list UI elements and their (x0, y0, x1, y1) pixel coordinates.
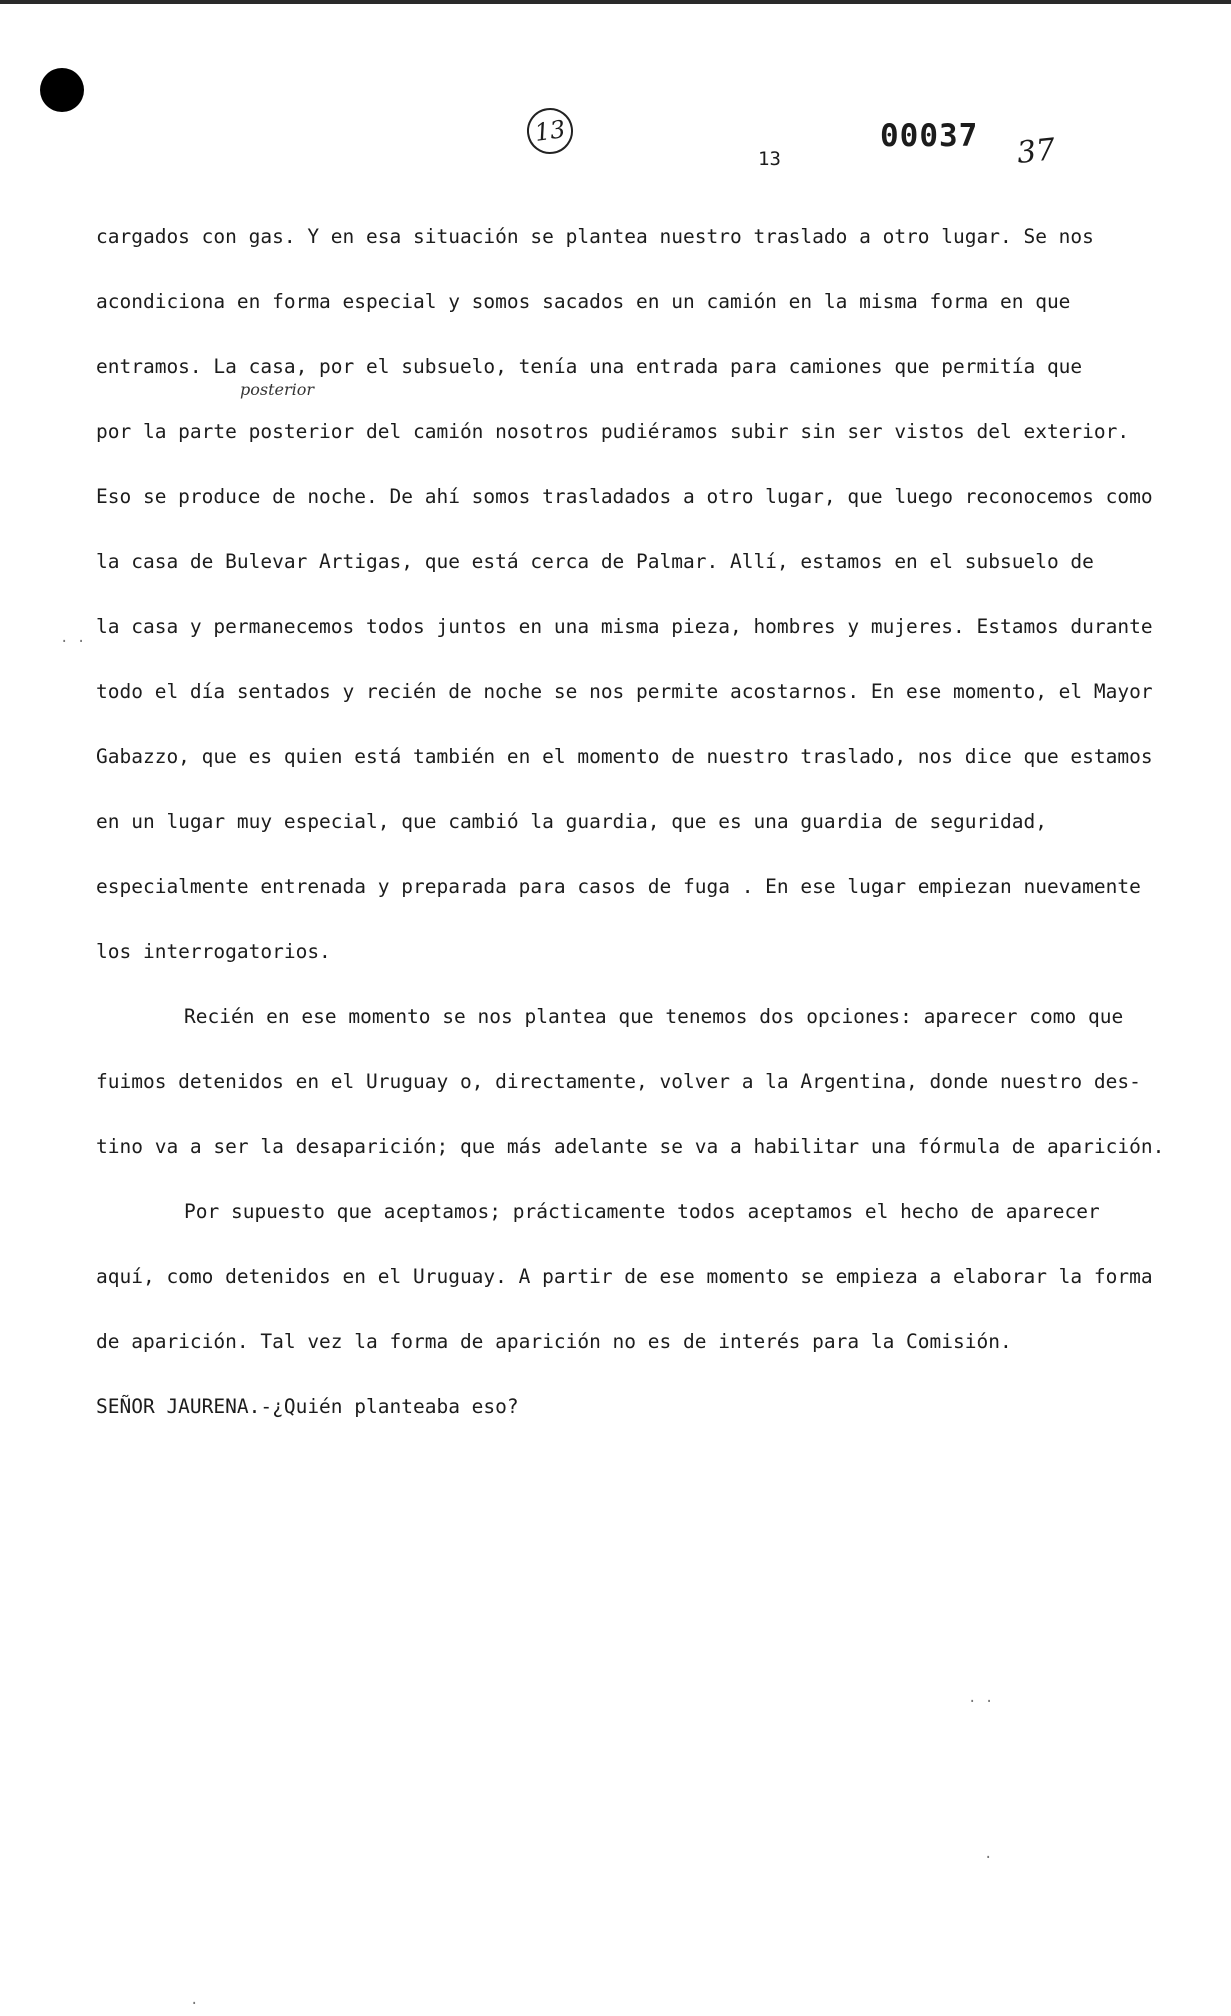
body-line: especialmente entrenada y preparada para casos de fuga . En ese lugar empiezan nuevamente (96, 875, 1141, 898)
body-line: la casa y permanecemos todos juntos en una misma pieza, hombres y mujeres. Estamos durante (96, 615, 1153, 638)
handwritten-correction: posterior (240, 380, 315, 399)
paragraph-line: aquí, como detenidos en el Uruguay. A partir de ese momento se empieza a elaborar la forma (96, 1265, 1153, 1288)
document-stamp-number: 00037 (880, 118, 979, 154)
document-body (96, 204, 1165, 1439)
body-line: cargados con gas. Y en esa situación se plantea nuestro traslado a otro lugar. Se nos (96, 225, 1094, 248)
margin-speck: . . (968, 1690, 994, 1706)
paragraph-line: Recién en ese momento se nos plantea que tenemos dos opciones: aparecer como que (184, 1005, 1124, 1028)
body-line: los interrogatorios. (96, 940, 331, 963)
circled-page-number: 13 (524, 105, 576, 157)
body-line: por la parte posterior del camión nosotros pudiéramos subir sin ser vistos del exterior. (96, 420, 1130, 443)
paragraph-line: tino va a ser la desaparición; que más adelante se va a habilitar una fórmula de aparición. (96, 1135, 1165, 1158)
margin-speck: . . (60, 630, 86, 646)
paragraph-line: de aparición. Tal vez la forma de aparición no es de interés para la Comisión. (96, 1330, 1012, 1353)
body-line: acondiciona en forma especial y somos sacados en un camión en la misma forma en que (96, 290, 1071, 313)
margin-speck: . (190, 1992, 199, 2008)
margin-speck: . (984, 1846, 993, 1862)
paragraph-line: fuimos detenidos en el Uruguay o, directamente, volver a la Argentina, donde nuestro des- (96, 1070, 1141, 1093)
body-line: en un lugar muy especial, que cambió la guardia, que es una guardia de seguridad, (96, 810, 1047, 833)
handwritten-folio-number: 37 (1015, 132, 1057, 171)
body-line: Eso se produce de noche. De ahí somos trasladados a otro lugar, que luego reconocemos como (96, 485, 1153, 508)
speaker-line: SEÑOR JAURENA.-¿Quién planteaba eso? (96, 1395, 519, 1418)
page-number: 13 (758, 148, 781, 170)
body-line: Gabazzo, que es quien está también en el momento de nuestro traslado, nos dice que estamos (96, 745, 1153, 768)
paragraph-line: Por supuesto que aceptamos; prácticamente todos aceptamos el hecho de aparecer (184, 1200, 1100, 1223)
body-line: la casa de Bulevar Artigas, que está cerca de Palmar. Allí, estamos en el subsuelo de (96, 550, 1094, 573)
body-line: entramos. La casa, por el subsuelo, tenía una entrada para camiones que permitía que (96, 355, 1083, 378)
top-border-line (0, 0, 1231, 4)
punch-hole-mark (40, 68, 84, 112)
body-line: todo el día sentados y recién de noche se nos permite acostarnos. En ese momento, el Mayor (96, 680, 1153, 703)
